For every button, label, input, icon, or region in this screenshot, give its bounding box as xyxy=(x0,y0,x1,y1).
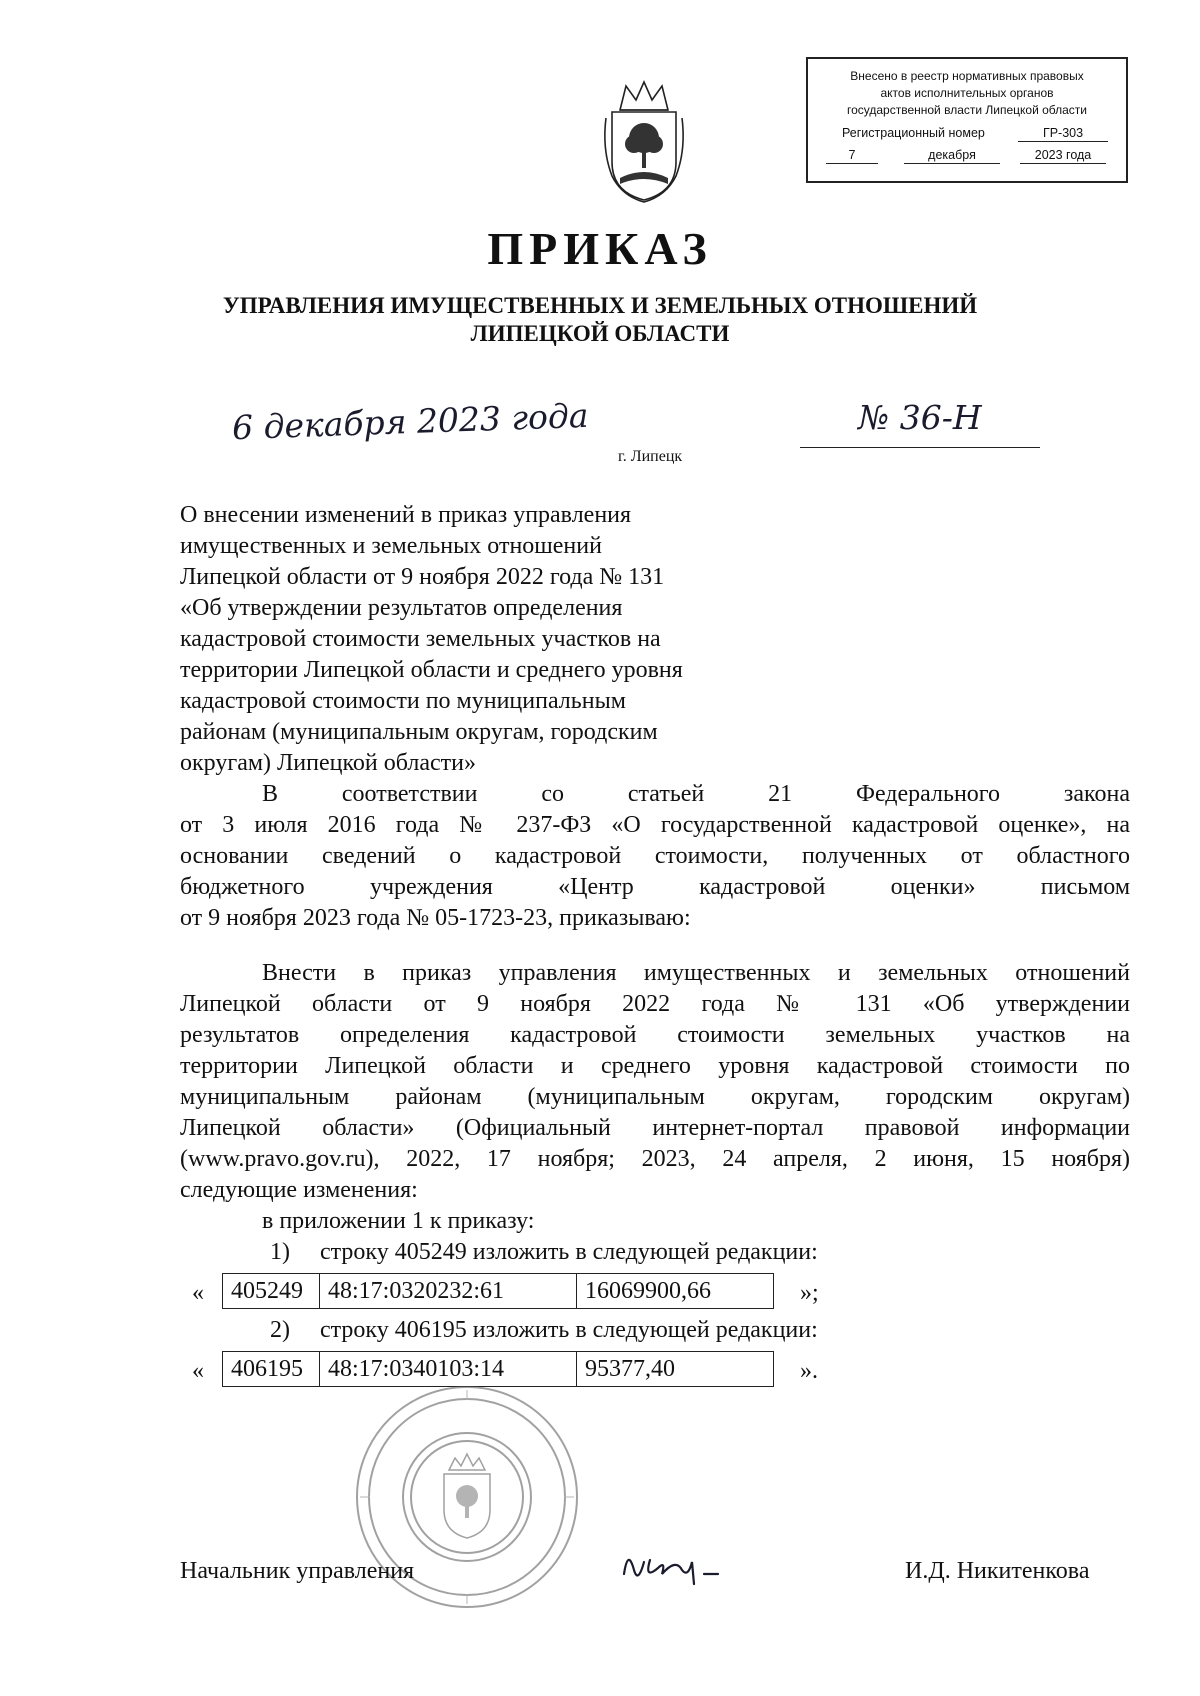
body-line: Липецкой области» (Официальный интернет-портал правовой информации xyxy=(180,1115,1130,1141)
row-number-cell: 405249 xyxy=(223,1274,320,1309)
handwritten-number: № 36-Н xyxy=(858,398,982,437)
body-line: территории Липецкой области и среднего уровня кадастровой стоимости по xyxy=(180,1053,1130,1079)
registry-line-1: Внесено в реестр нормативных правовых xyxy=(850,69,1084,83)
cadastral-value-cell: 16069900,66 xyxy=(577,1274,774,1309)
registry-day: 7 xyxy=(826,147,878,164)
item-1-text: строку 405249 изложить в следующей редакции: xyxy=(320,1239,818,1265)
registry-number: ГР-303 xyxy=(1018,125,1108,142)
body-line: Липецкой области от 9 ноября 2022 года № 131 «Об утверждении xyxy=(180,991,1130,1017)
item-1-open-quote: « xyxy=(192,1280,204,1306)
preamble-line: от 3 июля 2016 года № 237-ФЗ «О государственной кадастровой оценке», на xyxy=(180,812,1130,838)
appendix-line: в приложении 1 к приказу: xyxy=(262,1208,535,1234)
subtitle-line-2: ЛИПЕЦКОЙ ОБЛАСТИ xyxy=(470,321,730,346)
registry-year: 2023 года xyxy=(1020,147,1106,164)
preamble-line: бюджетного учреждения «Центр кадастровой оценки» письмом xyxy=(180,874,1130,900)
handwritten-date: 6 декабря 2023 года xyxy=(231,395,590,448)
preamble-line: от 9 ноября 2023 года № 05-1723-23, приказываю: xyxy=(180,905,691,931)
order-heading xyxy=(180,500,800,779)
item-1-row-table xyxy=(222,1273,774,1309)
document-title: ПРИКАЗ xyxy=(487,223,713,274)
body-line: (www.pravo.gov.ru), 2022, 17 ноября; 2023, 24 апреля, 2 июня, 15 ноября) xyxy=(180,1146,1130,1172)
registry-line-3: государственной власти Липецкой области xyxy=(846,103,1088,117)
cadastral-value-cell: 95377,40 xyxy=(577,1352,774,1387)
heading-line: территории Липецкой области и среднего уровня xyxy=(180,657,683,683)
cadastral-number-cell: 48:17:0340103:14 xyxy=(320,1352,577,1387)
preamble-line: основании сведений о кадастровой стоимости, полученных от областного xyxy=(180,843,1130,869)
item-2-number: 2) xyxy=(270,1317,290,1343)
body-line: муниципальным районам (муниципальным округам, городским округам) xyxy=(180,1084,1130,1110)
heading-line: районам (муниципальным округам, городским xyxy=(180,719,658,745)
heading-line: кадастровой стоимости земельных участков на xyxy=(180,626,661,652)
item-2-close-quote: ». xyxy=(800,1358,818,1384)
document-subtitle xyxy=(0,292,1200,348)
registry-number-label: Регистрационный номер xyxy=(842,126,985,140)
item-2-text: строку 406195 изложить в следующей редакции: xyxy=(320,1317,818,1343)
heading-line: кадастровой стоимости по муниципальным xyxy=(180,688,626,714)
preamble-paragraph xyxy=(180,779,1130,934)
body-line: следующие изменения: xyxy=(180,1177,418,1203)
heading-line: округам) Липецкой области» xyxy=(180,750,476,776)
item-1-number: 1) xyxy=(270,1239,290,1265)
city-label: г. Липецк xyxy=(618,448,683,465)
item-2-open-quote: « xyxy=(192,1358,204,1384)
heading-line: О внесении изменений в приказ управления xyxy=(180,502,632,528)
heading-line: имущественных и земельных отношений xyxy=(180,533,602,559)
heading-line: «Об утверждении результатов определения xyxy=(180,595,623,621)
table-row xyxy=(223,1274,774,1309)
lipetsk-coat-of-arms-icon xyxy=(598,80,690,203)
registry-month: декабря xyxy=(904,147,1000,164)
item-1-close-quote: »; xyxy=(800,1280,819,1306)
signatory-position: Начальник управления xyxy=(180,1558,415,1584)
preamble-line: В соответствии со статьей 21 Федерального закона xyxy=(262,781,1130,807)
body-line: Внести в приказ управления имущественных и земельных отношений xyxy=(262,960,1130,986)
body-line: результатов определения кадастровой стоимости земельных участков на xyxy=(180,1022,1130,1048)
number-underline xyxy=(800,447,1040,448)
signature-icon xyxy=(618,1540,738,1590)
registry-stamp xyxy=(806,57,1128,183)
row-number-cell: 406195 xyxy=(223,1352,320,1387)
subtitle-line-1: УПРАВЛЕНИЯ ИМУЩЕСТВЕННЫХ И ЗЕМЕЛЬНЫХ ОТНОШЕНИЙ xyxy=(222,293,978,318)
registry-line-2: актов исполнительных органов xyxy=(880,86,1054,100)
cadastral-number-cell: 48:17:0320232:61 xyxy=(320,1274,577,1309)
signatory-name: И.Д. Никитенкова xyxy=(905,1558,1090,1584)
body-paragraph xyxy=(180,958,1130,1206)
heading-line: Липецкой области от 9 ноября 2022 года № 131 xyxy=(180,564,665,590)
